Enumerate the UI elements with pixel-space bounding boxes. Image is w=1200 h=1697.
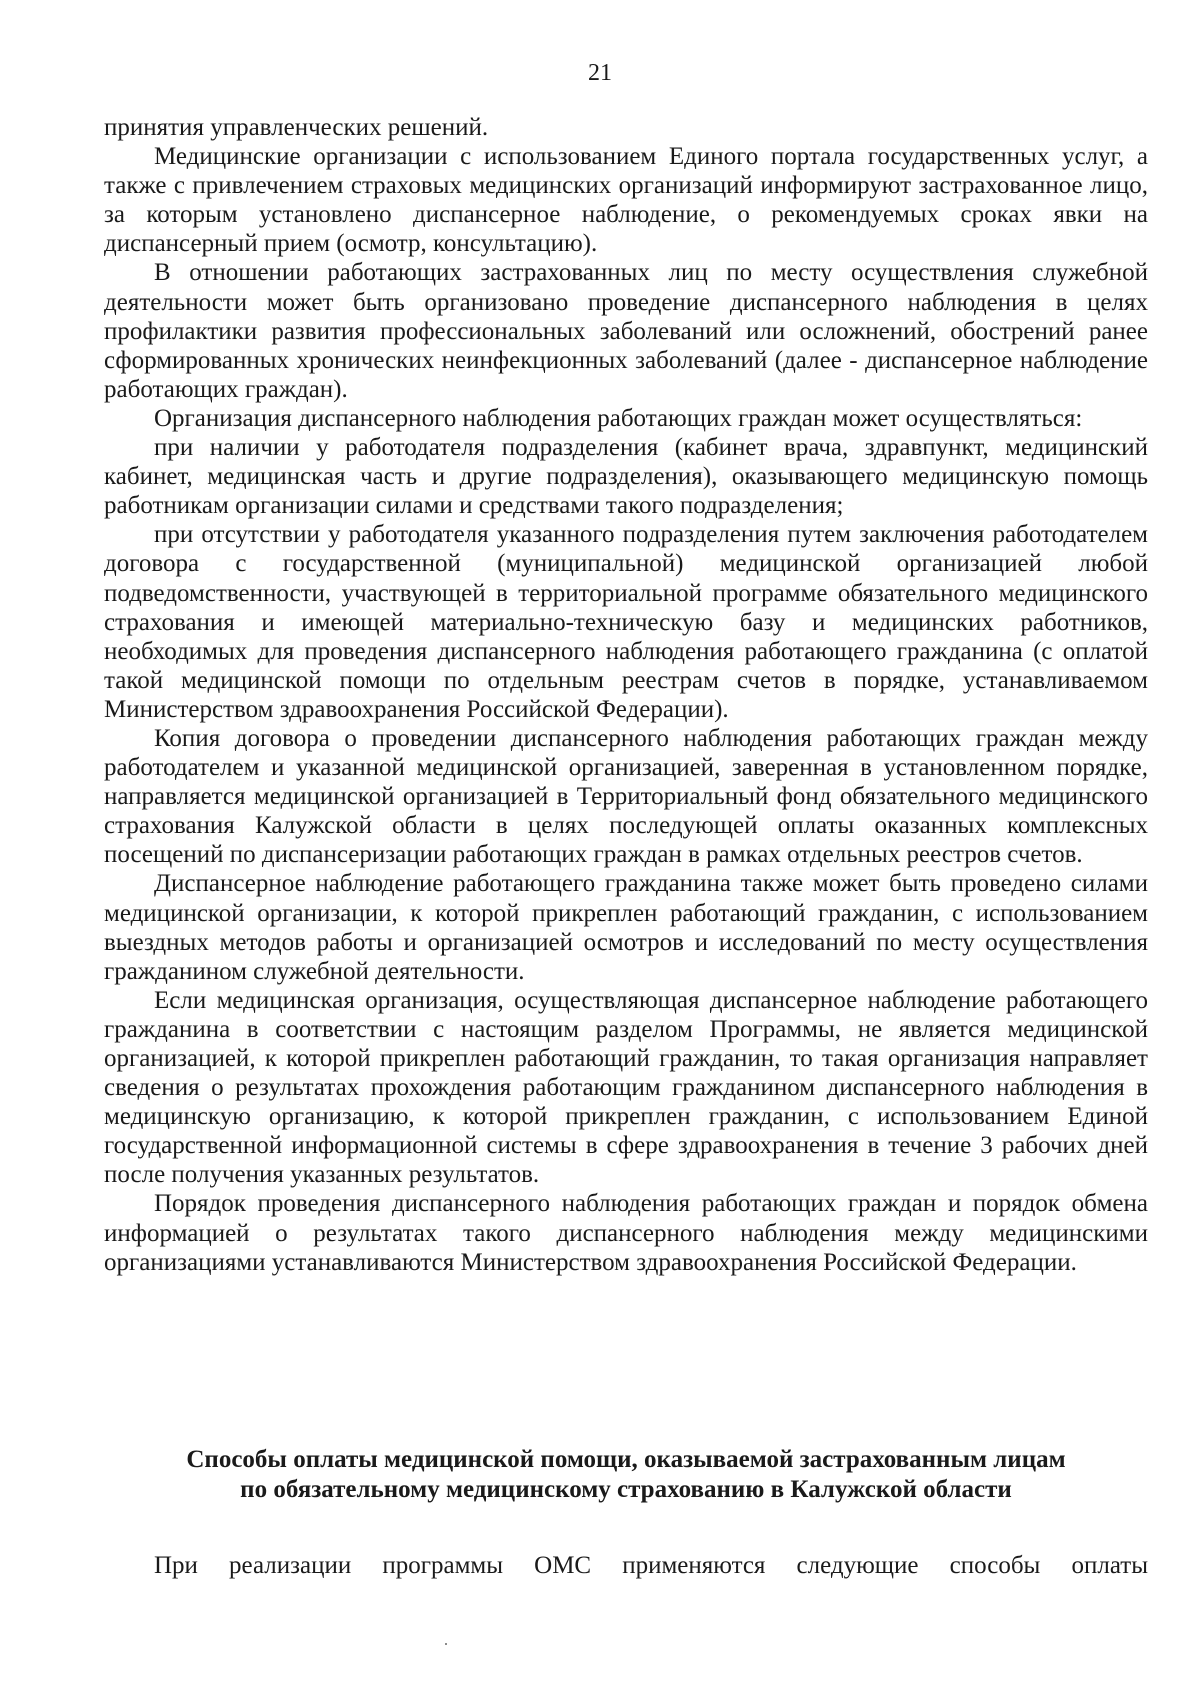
paragraph-payment-methods: При реализации программы ОМС применяются следующие способы оплаты — [154, 1552, 1148, 1579]
paragraph-employer-subdivision: при наличии у работодателя подразделения (кабинет врача, здравпункт, медицинский кабинет, медицинская часть и другие подразделения), оказывающего медицинскую помощь работникам организации силами и средствами такого подразделения; — [104, 434, 1148, 520]
paragraph-contract-copy: Копия договора о проведении диспансерного наблюдения работающих граждан между работодателем и указанной медицинской организацией, заверенная в установленном порядке, направляется медицинской организацией в Территориальный фонд обязательного медицинского страхования Калужской области в целях последующей оплаты оказанных комплексных посещений по диспансеризации работающих граждан в рамках отдельных реестров счетов. — [104, 724, 1148, 869]
paragraph-organization-of-observation: Организация диспансерного наблюдения работающих граждан может осуществляться: — [154, 404, 1083, 432]
paragraph-attached-organization: Диспансерное наблюдение работающего гражданина также может быть проведено силами медицинской организации, к которой прикреплен работающий гражданин, с использованием выездных методов работы и организацией осмотров и исследований по месту осуществления гражданином служебной деятельности. — [104, 870, 1148, 985]
paragraph-contract-with-organization: при отсутствии у работодателя указанного подразделения путем заключения работодателем договора с государственной (муниципальной) медицинской организацией любой подведомственности, участвующей в территориальной программе обязательного медицинского страхования и имеющей материально-техническую базу и медицинских работников, необходимых для проведения диспансерного наблюдения работающего гражданина (с оплатой такой медицинской помощи по отдельным реестрам счетов в порядке, устанавливаемом Министерством здравоохранения Российской Федерации). — [104, 521, 1148, 723]
paragraph-working-citizens-observation: В отношении работающих застрахованных лиц по месту осуществления служебной деятельности может быть организовано проведение диспансерного наблюдения в целях профилактики развития профессиональных заболеваний или осложнений, обострений ранее сформированных хронических неинфекционных заболеваний (далее - диспансерное наблюдение работающих граждан). — [104, 259, 1148, 403]
section-heading-line-2: по обязательному медицинскому страхованию в Калужской области — [240, 1476, 1012, 1503]
page-number: 21 — [588, 60, 612, 86]
paragraph-continuation: принятия управленческих решений. — [104, 114, 489, 141]
paragraph-results-transfer: Если медицинская организация, осуществляющая диспансерное наблюдение работающего гражданина в соответствии с настоящим разделом Программы, не является медицинской организацией, к которой прикреплен работающий гражданин, то такая организация направляет сведения о результатах прохождения работающим гражданином диспансерного наблюдения в медицинскую организацию, к которой прикреплен гражданин, с использованием Единой государственной информационной системы в сфере здравоохранения в течение 3 рабочих дней после получения указанных результатов. — [104, 986, 1148, 1189]
section-heading — [104, 1445, 1148, 1505]
paragraph-informing-insured: Медицинские организации с использованием Единого портала государственных услуг, а также с привлечением страховых медицинских организаций информируют застрахованное лицо, за которым установлено диспансерное наблюдение, о рекомендуемых сроках явки на диспансерный прием (осмотр, консультацию). — [104, 143, 1148, 258]
document-body — [104, 113, 1148, 1277]
scan-artifact — [445, 1643, 447, 1645]
section-heading-line-1: Способы оплаты медицинской помощи, оказываемой застрахованным лицам — [186, 1446, 1066, 1473]
paragraph-procedure: Порядок проведения диспансерного наблюдения работающих граждан и порядок обмена информацией о результатах такого диспансерного наблюдения между медицинскими организациями устанавливаются Министерством здравоохранения Российской Федерации. — [104, 1190, 1148, 1276]
